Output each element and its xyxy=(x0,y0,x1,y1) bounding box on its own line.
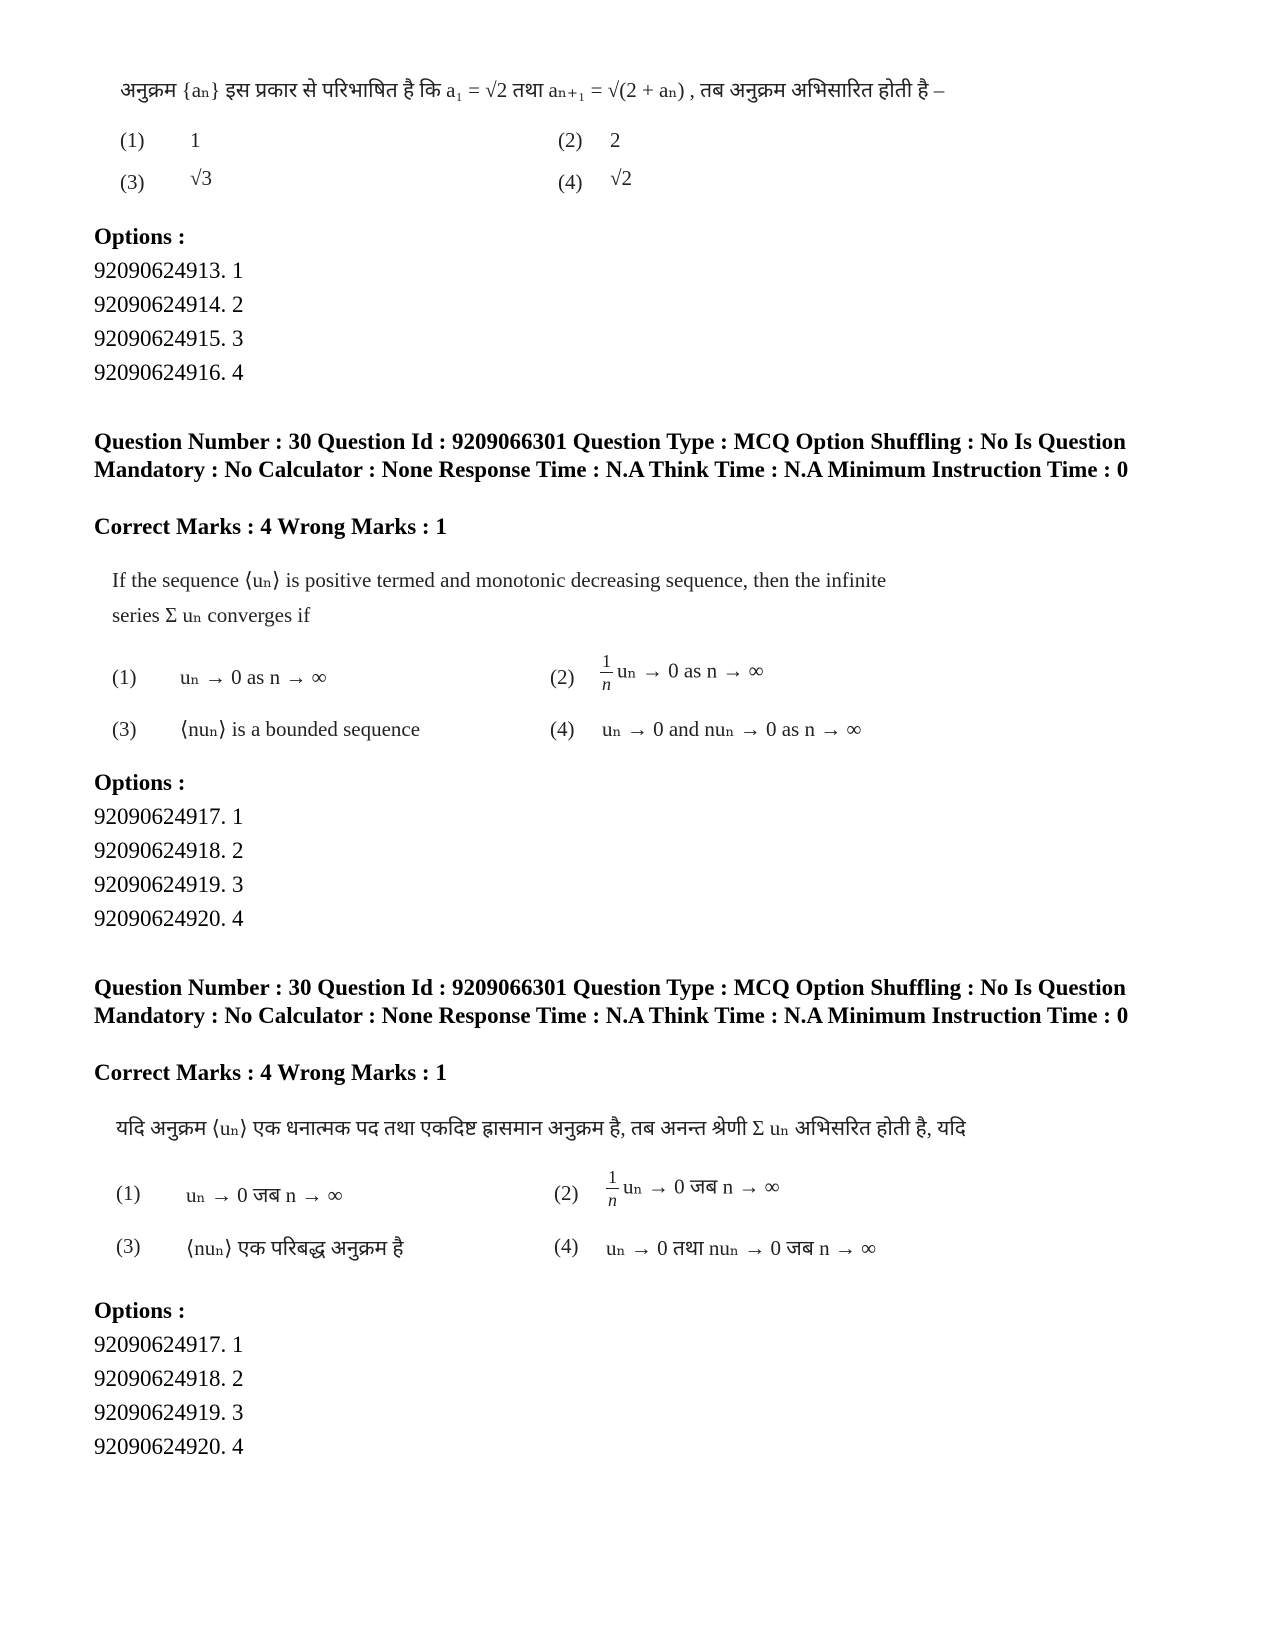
fraction-numerator: 1 xyxy=(608,1167,617,1187)
choice-value-2: 2 xyxy=(610,128,621,152)
question-text-hindi-sequence: अनुक्रम {aₙ} इस प्रकार से परिभाषित है कि a₁ = √2 तथा aₙ₊₁ = √(2 + aₙ) , तब अनुक्रम अभिसारित होती है – xyxy=(120,78,945,102)
choice-value-3: √3 xyxy=(190,166,213,190)
fraction-denominator: n xyxy=(608,1190,617,1210)
option-item: 92090624917. 1 xyxy=(94,1332,244,1357)
fraction-numerator: 1 xyxy=(602,651,611,671)
choice-value-2-expression xyxy=(600,652,764,693)
choice-value-4: √2 xyxy=(610,166,633,190)
choice-label-2: (2) xyxy=(554,1181,579,1205)
choice-label-4: (4) xyxy=(550,717,575,741)
option-item: 92090624917. 1 xyxy=(94,804,244,829)
option-item: 92090624919. 3 xyxy=(94,1400,244,1425)
choice-label-1: (1) xyxy=(120,128,145,152)
option-item: 92090624920. 4 xyxy=(94,906,244,931)
choice-value-3: ⟨nuₙ⟩ एक परिबद्ध अनुक्रम है xyxy=(186,1236,404,1260)
choice-label-1: (1) xyxy=(116,1181,141,1205)
option-item: 92090624920. 4 xyxy=(94,1434,244,1459)
fraction-denominator: n xyxy=(602,674,611,694)
choice-label-2: (2) xyxy=(550,665,575,689)
options-heading: Options : xyxy=(94,224,186,249)
option-item: 92090624918. 2 xyxy=(94,1366,244,1391)
choice-value-1: uₙ → 0 as n → ∞ xyxy=(180,665,327,689)
marks-info: Correct Marks : 4 Wrong Marks : 1 xyxy=(94,514,447,539)
choice-value-4: uₙ → 0 and nuₙ → 0 as n → ∞ xyxy=(602,717,862,741)
options-list xyxy=(94,800,244,936)
fraction xyxy=(606,1168,619,1209)
choice-value-1: uₙ → 0 जब n → ∞ xyxy=(186,1183,343,1207)
choice-label-4: (4) xyxy=(554,1234,579,1258)
question-text-hindi: यदि अनुक्रम ⟨uₙ⟩ एक धनात्मक पद तथा एकदिष्ट ह्रासमान अनुक्रम है, तब अनन्त श्रेणी Σ uₙ अभिसरित होती है, यदि xyxy=(116,1116,966,1140)
option-item: 92090624918. 2 xyxy=(94,838,244,863)
choice-label-2: (2) xyxy=(558,128,583,152)
option-item: 92090624919. 3 xyxy=(94,872,244,897)
choice-value-3: ⟨nuₙ⟩ is a bounded sequence xyxy=(180,717,421,741)
options-heading: Options : xyxy=(94,1298,186,1323)
question-meta: Question Number : 30 Question Id : 9209066301 Question Type : MCQ Option Shuffling : No Is Question Mandatory : No Calculator : None Response Time : N.A Think Time : N.A Minimum Instruction Time : 0 xyxy=(94,975,1129,1028)
options-heading: Options : xyxy=(94,770,186,795)
option-item: 92090624915. 3 xyxy=(94,326,244,351)
question-text-line2: series Σ uₙ converges if xyxy=(112,603,311,627)
choice-label-3: (3) xyxy=(112,717,137,741)
choice-value-2: uₙ → 0 जब n → ∞ xyxy=(623,1174,780,1199)
choice-value-1: 1 xyxy=(190,128,201,152)
option-item: 92090624913. 1 xyxy=(94,258,244,283)
choice-value-2-expression xyxy=(606,1168,780,1209)
choice-label-3: (3) xyxy=(116,1234,141,1258)
options-list xyxy=(94,1328,244,1464)
choice-label-4: (4) xyxy=(558,170,583,194)
choice-label-1: (1) xyxy=(112,665,137,689)
marks-info: Correct Marks : 4 Wrong Marks : 1 xyxy=(94,1060,447,1085)
choice-value-2: uₙ → 0 as n → ∞ xyxy=(617,658,764,683)
choice-label-3: (3) xyxy=(120,170,145,194)
fraction xyxy=(600,652,613,693)
options-list xyxy=(94,254,244,390)
question-text-line1: If the sequence ⟨uₙ⟩ is positive termed and monotonic decreasing sequence, then the infinite xyxy=(112,568,887,592)
question-meta: Question Number : 30 Question Id : 9209066301 Question Type : MCQ Option Shuffling : No Is Question Mandatory : No Calculator : None Response Time : N.A Think Time : N.A Minimum Instruction Time : 0 xyxy=(94,429,1129,482)
choice-value-4: uₙ → 0 तथा nuₙ → 0 जब n → ∞ xyxy=(606,1236,877,1260)
option-item: 92090624916. 4 xyxy=(94,360,244,385)
option-item: 92090624914. 2 xyxy=(94,292,244,317)
